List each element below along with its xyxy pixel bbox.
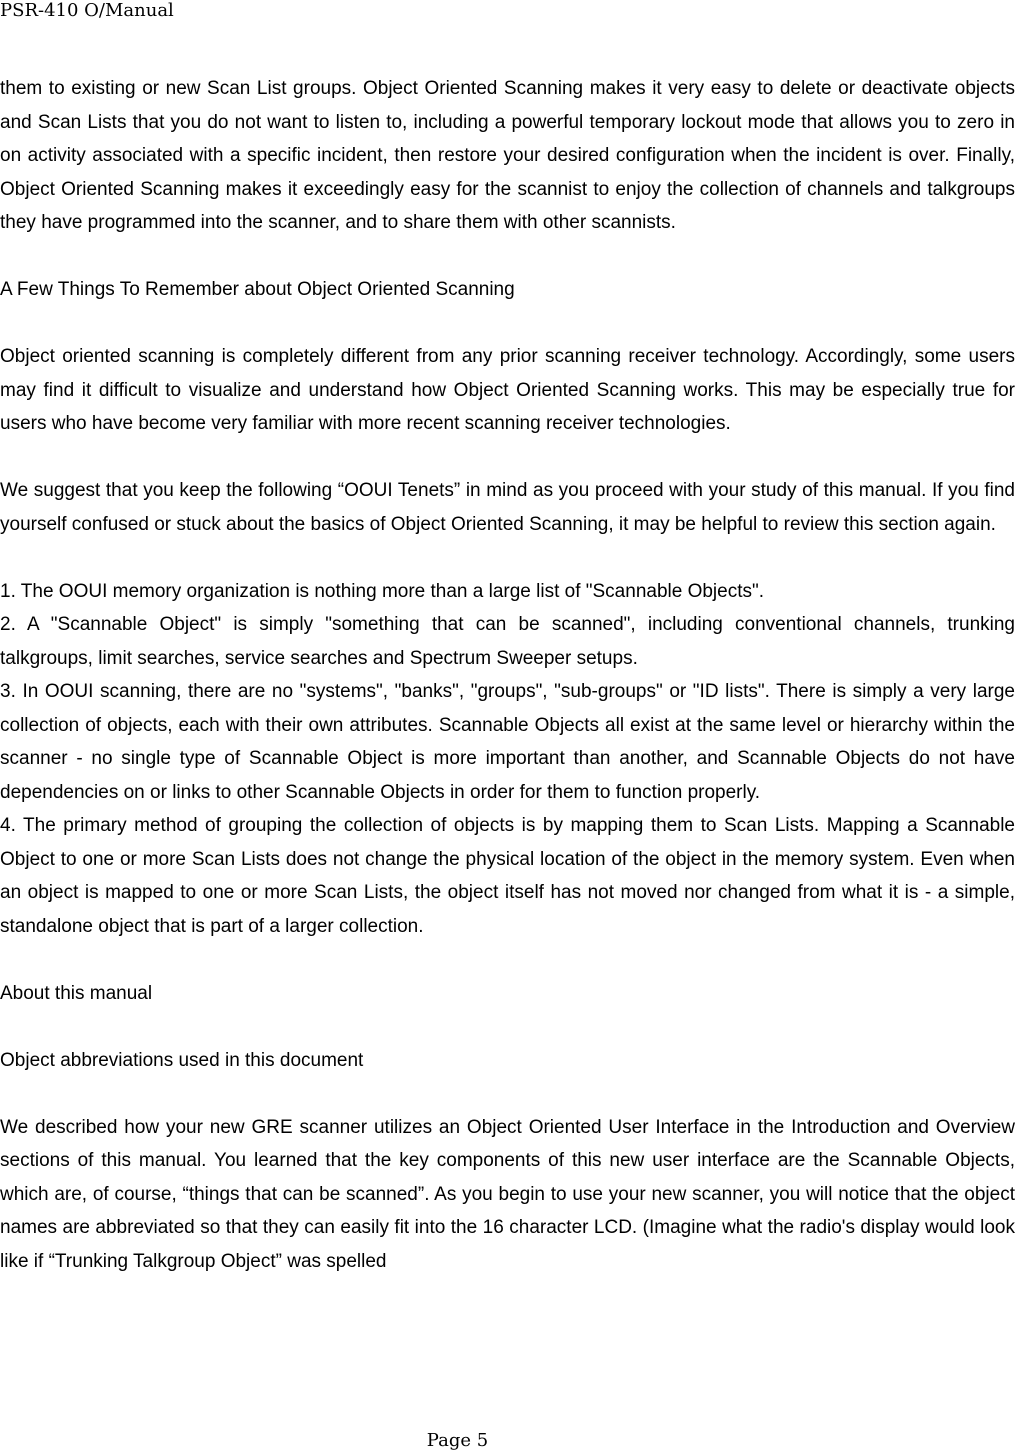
paragraph-gap — [0, 307, 1015, 341]
page-footer — [0, 1430, 1015, 1452]
running-header: PSR-410 O/Manual — [0, 0, 174, 21]
paragraph-gre-scanner: We described how your new GRE scanner utilizes an Object Oriented User Interface in the Introduction and Overview sections of this manual. You learned that the key components of this new user interface are the Scannable Objects, which are, of course, “things that can be scanned”. As you begin to use your new scanner, you will notice that the object names are abbreviated so that they can easily fit into the 16 character LCD. (Imagine what the radio's display would look like if “Trunking Talkgroup Object” was spelled — [0, 1116, 1015, 1272]
paragraph-ooui-tenets: We suggest that you keep the following “OOUI Tenets” in mind as you proceed with your study of this manual. If you find yourself confused or stuck about the basics of Object Oriented Scanning, it may be helpful to review this section again. — [0, 480, 1015, 535]
tenet-item: 1. The OOUI memory organization is nothing more than a large list of "Scannable Objects". — [0, 580, 765, 602]
tenet-item: 3. In OOUI scanning, there are no "systems", "banks", "groups", "sub-groups" or "ID lists". There is simply a very large collection of objects, each with their own attributes. Scannable Objects all exist at the same level or hierarchy within the scanner - no single type of Scannable Object is more important than another, and Scannable Objects do not have dependencies on or links to other Scannable Objects in order for them to function properly. — [0, 681, 1015, 803]
paragraph-gap — [0, 541, 1015, 575]
heading-object-abbreviations: Object abbreviations used in this document — [0, 1049, 364, 1071]
heading-about-manual: About this manual — [0, 982, 153, 1004]
paragraph-gap — [0, 943, 1015, 977]
paragraph-gap — [0, 441, 1015, 475]
paragraph-gap — [0, 240, 1015, 274]
paragraph-gap — [0, 1077, 1015, 1111]
tenet-item: 2. A "Scannable Object" is simply "something that can be scanned", including conventional channels, trunking talkgroups, limit searches, service searches and Spectrum Sweeper setups. — [0, 614, 1015, 669]
tenet-item: 4. The primary method of grouping the collection of objects is by mapping them to Scan Lists. Mapping a Scannable Object to one or more Scan Lists does not change the physical location of the object in the memory system. Even when an object is mapped to one or more Scan Lists, the object itself has not moved nor changed from what it is - a simple, standalone object that is part of a larger collection. — [0, 815, 1015, 937]
paragraph-intro-continued: them to existing or new Scan List groups. Object Oriented Scanning makes it very easy to delete or deactivate objects and Scan Lists that you do not want to listen to, including a powerful temporary lockout mode that allows you to zero in on activity associated with a specific incident, then restore your desired configuration when the incident is over. Finally, Object Oriented Scanning makes it exceedingly easy for the scannist to enjoy the collection of channels and talkgroups they have programmed into the scanner, and to share them with other scannists. — [0, 78, 1015, 233]
paragraph-object-oriented: Object oriented scanning is completely different from any prior scanning receiver technology. Accordingly, some users may find it difficult to visualize and understand how Object Oriented Scanning works. This may be especially true for users who have become very familiar with more recent scanning receiver technologies. — [0, 346, 1015, 434]
page-number: Page 5 — [426, 1430, 489, 1451]
body-text — [0, 72, 1015, 1278]
heading-few-things: A Few Things To Remember about Object Oriented Scanning — [0, 279, 515, 300]
paragraph-gap — [0, 1010, 1015, 1044]
